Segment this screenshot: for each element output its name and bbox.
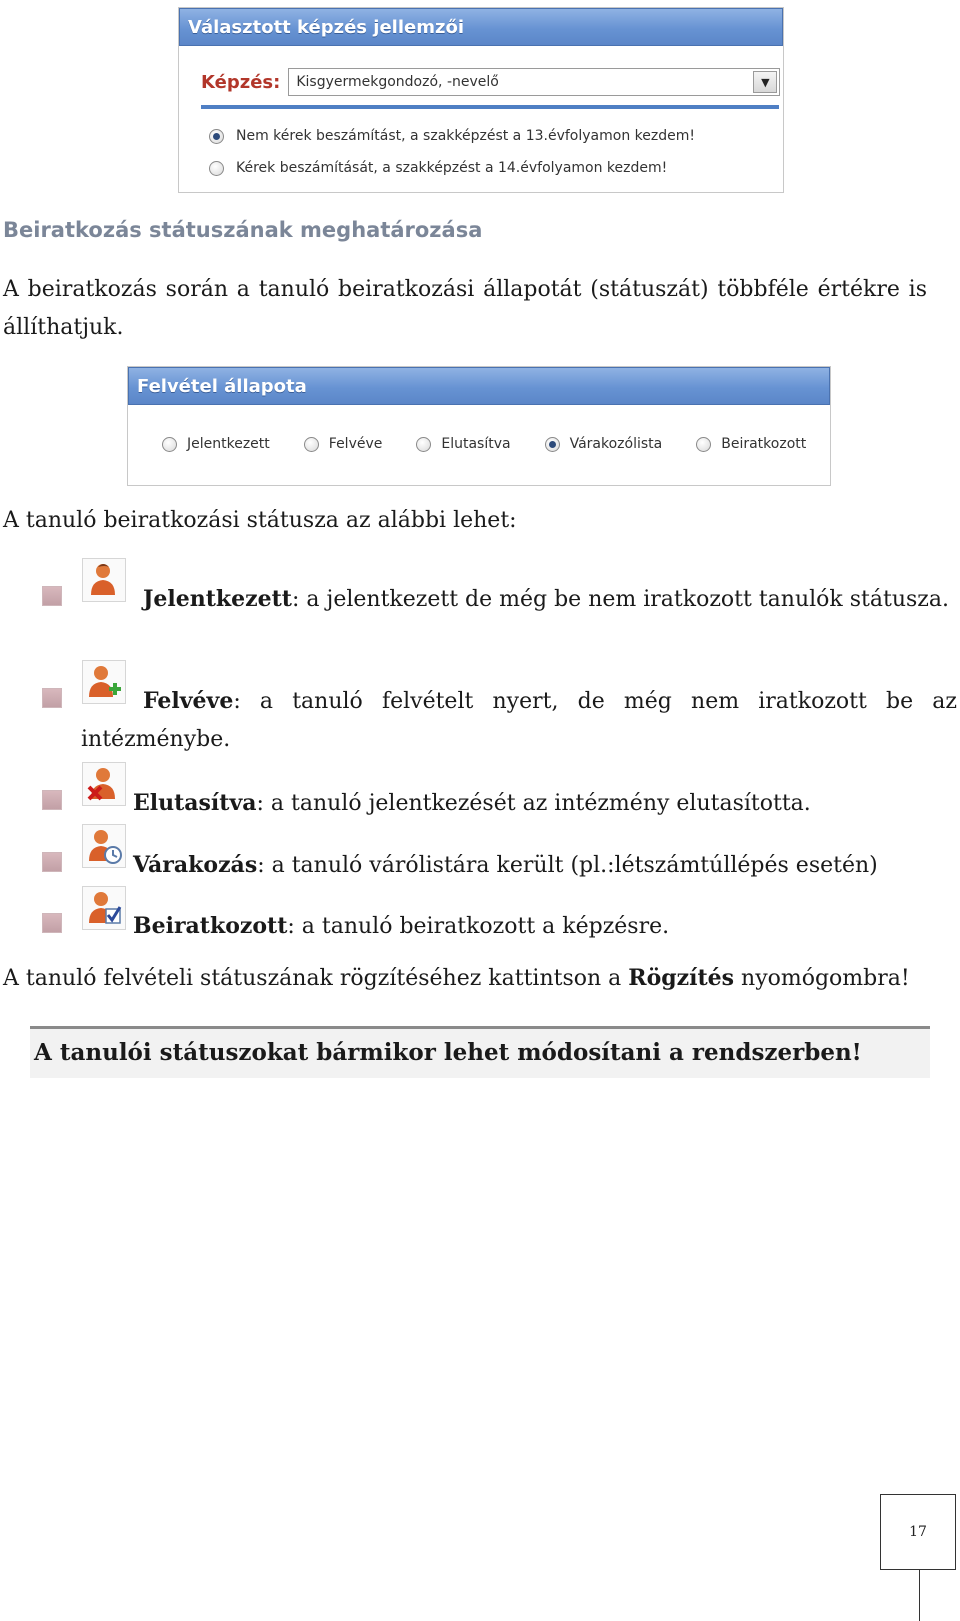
user-reject-icon (82, 762, 126, 806)
training-select-value: Kisgyermekgondozó, -nevelő (296, 74, 499, 90)
save-instruction (3, 959, 927, 998)
radio-label: Felvéve (328, 436, 383, 452)
radio-label: Elutasítva (441, 436, 511, 452)
training-row (201, 68, 780, 96)
radio-label: Jelentkezett (187, 436, 270, 452)
status-item-varakozas (133, 846, 957, 885)
status-option-jelentkezett[interactable] (162, 436, 270, 452)
status-desc: : a tanuló jelentkezését az intézmény elutasította. (256, 791, 811, 816)
radio-label: Beiratkozott (721, 436, 807, 452)
note-box: A tanulói státuszokat bármikor lehet módosítani a rendszerben! (30, 1026, 930, 1078)
radio-button[interactable] (304, 437, 319, 452)
user-clock-icon (82, 824, 126, 868)
save-button-name: Rögzítés (628, 965, 735, 991)
radio-button[interactable] (696, 437, 711, 452)
radio-option-no-credit[interactable] (209, 128, 695, 144)
radio-button[interactable] (416, 437, 431, 452)
admission-status-panel (127, 366, 831, 486)
radio-button[interactable] (209, 161, 224, 176)
separator (201, 105, 779, 109)
status-item-jelentkezett (81, 580, 957, 619)
bullet-icon (42, 913, 62, 933)
status-option-felveve[interactable] (304, 436, 383, 452)
status-item-elutasitva (133, 784, 957, 823)
radio-button-checked[interactable] (545, 437, 560, 452)
status-option-beiratkozott[interactable] (696, 436, 806, 452)
status-desc: : a jelentkezett de még be nem iratkozott tanulók státusza. (291, 587, 949, 612)
bullet-icon (42, 586, 62, 606)
status-item-felveve (81, 682, 957, 759)
status-option-elutasitva[interactable] (416, 436, 510, 452)
radio-label: Várakozólista (569, 436, 663, 452)
status-term: Elutasítva (133, 790, 257, 816)
user-check-icon (82, 886, 126, 930)
status-radio-group (162, 436, 840, 452)
bullet-icon (42, 790, 62, 810)
training-select[interactable] (288, 68, 780, 96)
bullet-icon (42, 852, 62, 872)
status-desc: : a tanuló várólistára került (pl.:létszámtúllépés esetén) (257, 853, 878, 878)
intro-paragraph: A beiratkozás során a tanuló beiratkozási állapotát (státuszát) többféle értékre is állíthatjuk. (3, 277, 927, 340)
bullet-icon (42, 688, 62, 708)
radio-button[interactable] (162, 437, 177, 452)
status-term: Jelentkezett (143, 586, 292, 612)
chevron-down-icon[interactable]: ▼ (753, 71, 777, 93)
radio-button-checked[interactable] (209, 129, 224, 144)
status-option-varakozolista[interactable] (545, 436, 663, 452)
status-term: Várakozás (133, 852, 258, 878)
training-label: Képzés: (201, 71, 281, 93)
section-heading: Beiratkozás státuszának meghatározása (3, 218, 483, 242)
status-desc: : a tanuló felvételt nyert, de még nem iratkozott be az intézménybe. (81, 689, 957, 752)
page-number-line (919, 1570, 920, 1621)
radio-label: Nem kérek beszámítást, a szakképzést a 13.évfolyamon kezdem! (236, 128, 695, 144)
status-desc: : a tanuló beiratkozott a képzésre. (287, 914, 670, 939)
status-term: Beiratkozott (133, 913, 288, 939)
panel-header: Felvétel állapota (128, 367, 830, 405)
panel-header: Választott képzés jellemzői (179, 8, 783, 46)
status-term: Felvéve (143, 688, 234, 714)
page-number: 17 (880, 1494, 956, 1570)
status-intro: A tanuló beiratkozási státusza az alábbi lehet: (3, 508, 517, 533)
radio-option-credit[interactable] (209, 160, 667, 176)
selected-training-panel (178, 7, 784, 193)
radio-label: Kérek beszámítását, a szakképzést a 14.évfolyamon kezdem! (236, 160, 668, 176)
status-item-beiratkozott (133, 907, 957, 946)
save-instruction-text: A tanuló felvételi státuszának rögzítéséhez kattintson a (3, 966, 629, 991)
save-instruction-text-end: nyomógombra! (734, 966, 910, 991)
